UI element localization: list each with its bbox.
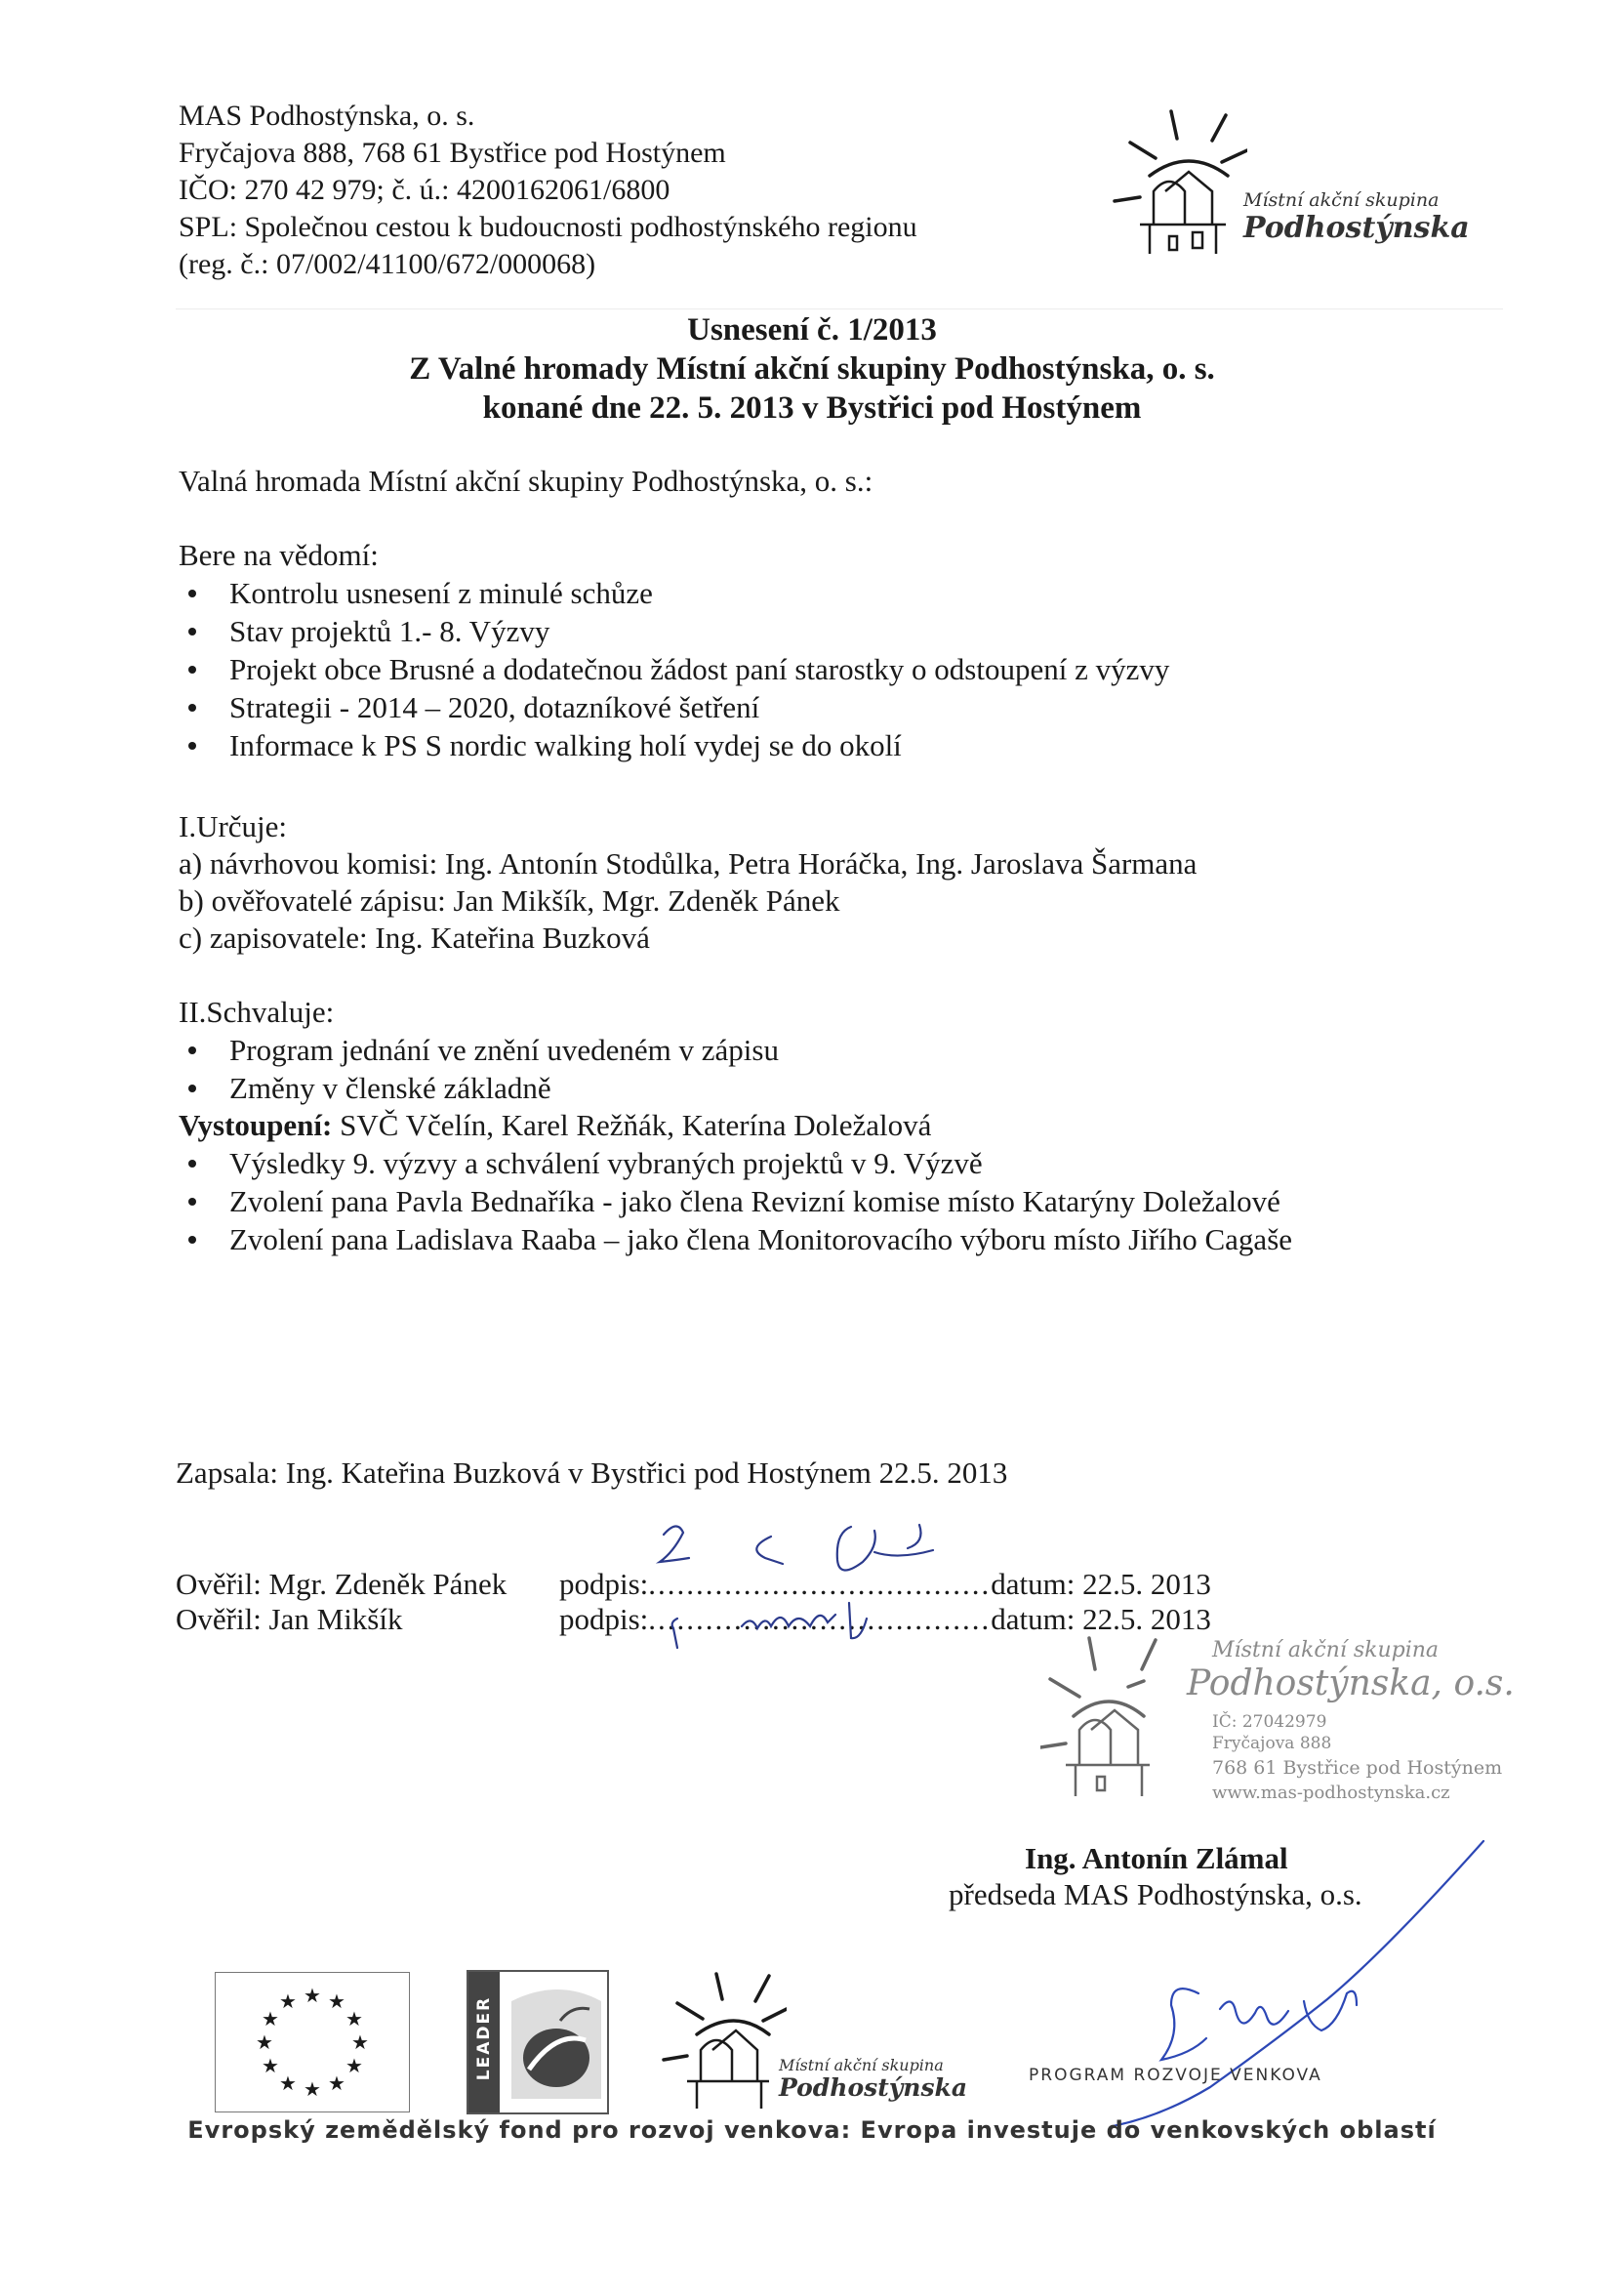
datum-text: datum: 22.5. 2013 (991, 1602, 1211, 1636)
svg-text:★: ★ (345, 2007, 363, 2030)
signature-stroke (837, 1527, 875, 1571)
urcuje-item: a) návrhovou komisi: Ing. Antonín Stodůlka, Petra Horáčka, Ing. Jaroslava Šarmana (179, 846, 1198, 881)
signature-stroke (742, 1603, 867, 1638)
vystoupeni-text: SVČ Včelín, Karel Režňák, Katerína Doležalová (332, 1108, 932, 1142)
svg-text:★: ★ (304, 1984, 321, 2007)
schvaluje-item: Zvolení pana Pavla Bednaříka - jako člena Revizní komise místo Katarýny Doležalové (179, 1182, 1292, 1220)
bere-item: Informace k PS S nordic walking holí vydej se do okolí (179, 726, 1169, 764)
stamp-line4: Fryčajova 888 (1212, 1734, 1332, 1753)
signature-stroke (1161, 1988, 1206, 2060)
leader-text: LEADER (474, 1995, 494, 2081)
verifier-name: Ověřil: Jan Mikšík (176, 1602, 403, 1636)
section-bere (179, 537, 1169, 764)
stamp-line3: IČ: 27042979 (1212, 1712, 1327, 1732)
urcuje-item: c) zapisovatele: Ing. Kateřina Buzková (179, 921, 650, 955)
bere-item: Stav projektů 1.- 8. Výzvy (179, 612, 1169, 650)
urcuje-item: b) ověřovatelé zápisu: Jan Mikšík, Mgr. Zdeněk Pánek (179, 883, 840, 918)
sun-church-icon (660, 1970, 787, 2116)
verifier-name: Ověřil: Mgr. Zdeněk Pánek (176, 1567, 508, 1601)
verifier-signatures (644, 1513, 956, 1660)
eu-flag (215, 1972, 410, 2112)
bere-item: Kontrolu usnesení z minulé schůze (179, 574, 1169, 612)
signature-dots: .................................... (648, 1567, 992, 1601)
bere-heading: Bere na vědomí: (179, 538, 379, 572)
eu-stars-icon (216, 1973, 409, 2112)
signature-stroke (874, 1525, 933, 1556)
leader-emblem-icon (504, 1982, 605, 2105)
stamp-line2: Podhostýnska, o.s. (1187, 1663, 1515, 1703)
svg-text:★: ★ (328, 2071, 345, 2095)
official-stamp (1040, 1634, 1548, 1829)
urcuje-heading: I.Určuje: (179, 809, 288, 843)
signature-stroke (756, 1537, 783, 1564)
svg-text:★: ★ (256, 2030, 273, 2054)
leader-logo (467, 1970, 609, 2114)
schvaluje-item: Výsledky 9. výzvy a schválení vybraných projektů v 9. Výzvě (179, 1144, 1292, 1182)
footer-text: Evropský zemědělský fond pro rozvoj venkova: Evropa investuje do venkovských oblastí (187, 2116, 1437, 2144)
bere-item: Projekt obce Brusné a dodatečnou žádost paní starostky o odstoupení z výzvy (179, 650, 1169, 688)
bere-item: Strategii - 2014 – 2020, dotazníkové šetření (179, 688, 1169, 726)
svg-text:★: ★ (262, 2007, 279, 2030)
svg-text:★: ★ (279, 2071, 297, 2095)
title-line3: konané dne 22. 5. 2013 v Bystřici pod Hostýnem (482, 390, 1142, 426)
vystoupeni-line (179, 1107, 1292, 1144)
signature-stroke (660, 1526, 689, 1562)
svg-text:★: ★ (262, 2054, 279, 2077)
mas-logo (1111, 107, 1521, 264)
section-schvaluje (179, 994, 1292, 1258)
signature-stroke (672, 1619, 677, 1648)
svg-text:★: ★ (279, 1989, 297, 2013)
svg-text:★: ★ (304, 2077, 321, 2101)
org-ids: IČO: 270 42 979; č. ú.: 4200162061/6800 (179, 174, 670, 206)
header-block (179, 98, 1057, 283)
logo-text-line2: Podhostýnska (1243, 211, 1470, 245)
vystoupeni-label: Vystoupení: (179, 1108, 333, 1142)
svg-text:★: ★ (351, 2030, 369, 2054)
section-urcuje (179, 808, 1197, 957)
logo-text-line1: Místní akční skupina (1243, 189, 1440, 211)
title-line1: Usnesení č. 1/2013 (687, 312, 937, 348)
stamp-line5: 768 61 Bystřice pod Hostýnem (1212, 1757, 1503, 1779)
svg-text:★: ★ (328, 1989, 345, 2013)
signatory-role: předseda MAS Podhostýnska, o.s. (949, 1877, 1362, 1911)
podpis-label: podpis: (559, 1602, 649, 1636)
org-address: Fryčajova 888, 768 61 Bystřice pod Hostýnem (179, 137, 726, 169)
stamp-line6: www.mas-podhostynska.cz (1212, 1783, 1450, 1803)
stamp-logo-icon (1040, 1634, 1167, 1800)
signature-stroke (1220, 2001, 1288, 2024)
schvaluje-heading: II.Schvaluje: (179, 995, 335, 1029)
signatory-name: Ing. Antonín Zlámal (1025, 1841, 1288, 1875)
schvaluje-item: Změny v členské základně (179, 1069, 1292, 1107)
resolution-title (0, 310, 1624, 428)
svg-text:★: ★ (345, 2054, 363, 2077)
schvaluje-item: Program jednání ve znění uvedeném v zápisu (179, 1031, 1292, 1069)
footer-mas-logo (660, 1970, 992, 2116)
org-spl: SPL: Společnou cestou k budoucnosti podhostýnského regionu (179, 211, 917, 243)
org-name: MAS Podhostýnska, o. s. (179, 100, 475, 132)
footer-logo-line1: Místní akční skupina (779, 2056, 944, 2074)
org-reg: (reg. č.: 07/002/41100/672/000068) (179, 248, 596, 280)
header-divider (176, 308, 1503, 309)
signature-dots: .................................... (648, 1602, 992, 1636)
intro-text: Valná hromada Místní akční skupiny Podhostýnska, o. s.: (179, 464, 873, 498)
sun-church-icon (1111, 107, 1247, 264)
stamp-line1: Místní akční skupina (1212, 1638, 1440, 1662)
title-line2: Z Valné hromady Místní akční skupiny Podhostýnska, o. s. (409, 351, 1215, 387)
schvaluje-item: Zvolení pana Ladislava Raaba – jako člena Monitorovacího výboru místo Jiřího Cagaše (179, 1220, 1292, 1258)
datum-text: datum: 22.5. 2013 (991, 1567, 1211, 1601)
recorded-by: Zapsala: Ing. Kateřina Buzková v Bystřici pod Hostýnem 22.5. 2013 (176, 1456, 1008, 1490)
prv-text: PROGRAM ROZVOJE VENKOVA (1029, 2066, 1322, 2085)
podpis-label: podpis: (559, 1567, 649, 1601)
footer-logo-line2: Podhostýnska (779, 2073, 968, 2102)
